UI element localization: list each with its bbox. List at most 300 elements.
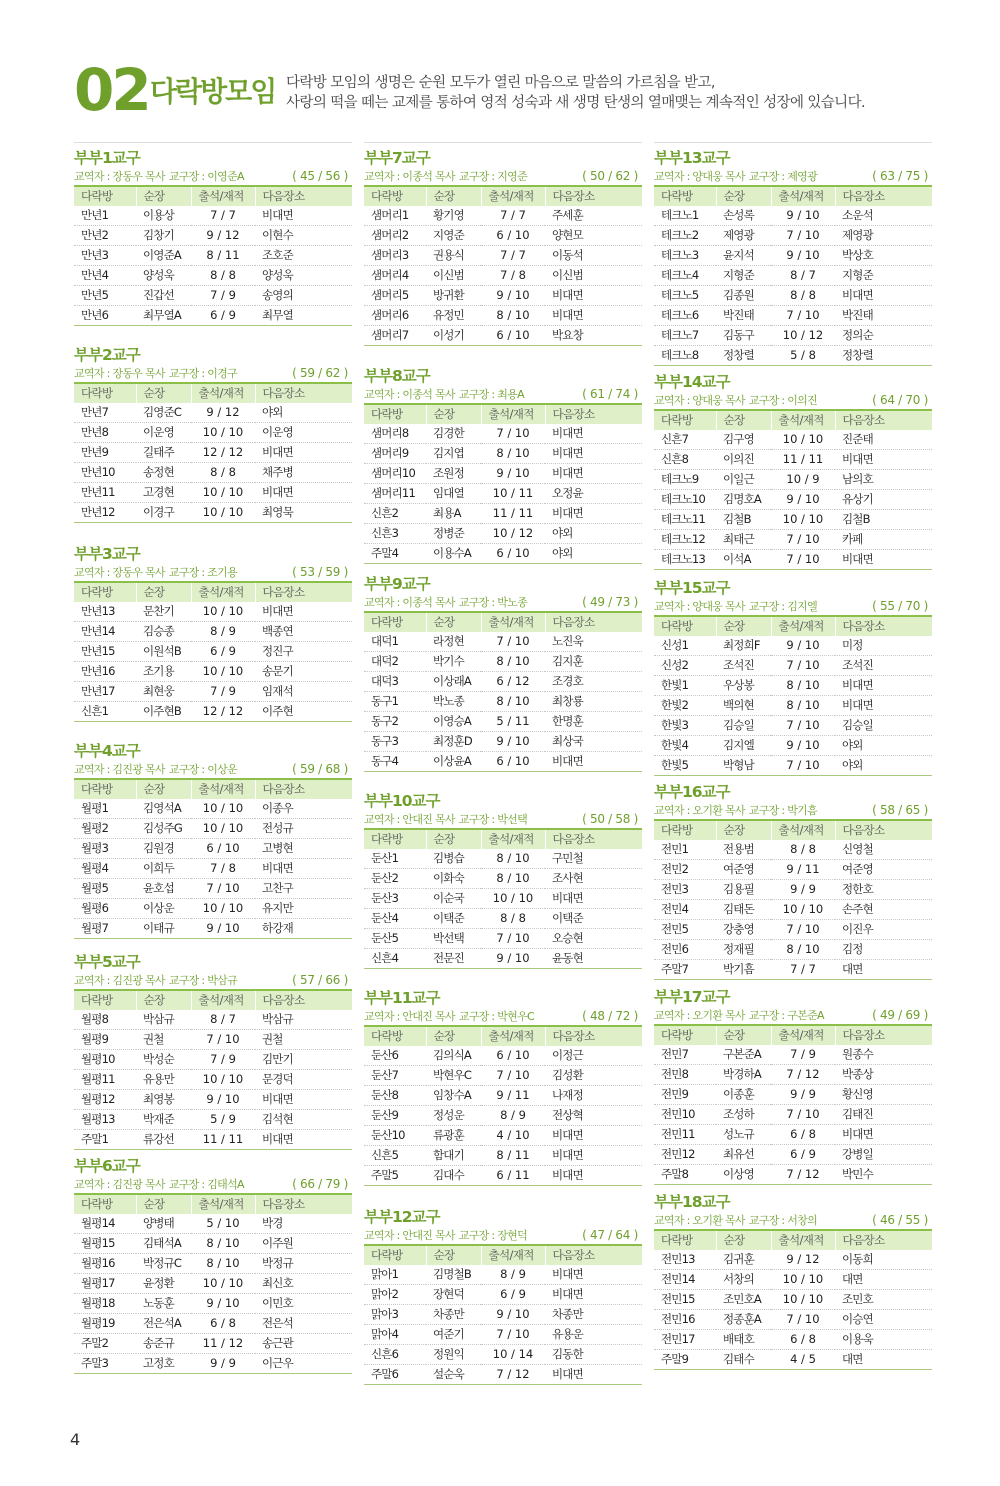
leader-cell: 유용만 [136, 1070, 191, 1090]
attendance-cell: 8 / 9 [481, 1106, 545, 1126]
leader-cell: 백의현 [716, 696, 771, 716]
parish-title: 부부17교구 [654, 988, 730, 1006]
leader-cell: 박삼규 [136, 1010, 191, 1030]
leader-name: 서창의 [787, 1214, 817, 1227]
header-room: 다락방 [654, 186, 716, 206]
room-cell: 월평9 [74, 1030, 136, 1050]
room-cell: 한빛4 [654, 736, 716, 756]
attendance-cell: 7 / 10 [771, 656, 835, 676]
next-place-cell: 유용운 [545, 1325, 642, 1345]
leader-cell: 박노종 [426, 692, 481, 712]
leader-cell: 최영봉 [136, 1090, 191, 1110]
attendance-cell: 8 / 10 [481, 652, 545, 672]
parish-group [654, 782, 932, 980]
attendance-total: ( 46 / 55 ) [872, 1213, 928, 1227]
leader-cell: 박기수 [426, 652, 481, 672]
leader-cell: 성노규 [716, 1125, 771, 1145]
attendance-cell: 7 / 9 [771, 1045, 835, 1065]
table-row [74, 1030, 352, 1050]
header-next-place: 다음장소 [545, 829, 642, 849]
leader-name: 이상운 [207, 763, 237, 776]
next-place-cell: 박정규 [255, 1254, 352, 1274]
table-header-row [364, 612, 642, 632]
parish-title: 부부7교구 [364, 149, 430, 167]
attendance-table [654, 409, 932, 570]
table-row [74, 642, 352, 662]
next-place-cell: 미정 [835, 636, 932, 656]
header-attendance: 출석/재적 [191, 582, 255, 602]
attendance-total: ( 53 / 59 ) [292, 565, 348, 579]
header-leader: 순장 [136, 779, 191, 799]
header-attendance: 출석/재적 [191, 383, 255, 403]
room-cell: 샘머리6 [364, 306, 426, 326]
parish-title: 부부4교구 [74, 742, 140, 760]
parish-title: 부부15교구 [654, 579, 730, 597]
next-place-cell: 대면 [835, 1350, 932, 1370]
next-place-cell: 이승연 [835, 1310, 932, 1330]
attendance-cell: 6 / 8 [771, 1330, 835, 1350]
minister-name: 김진광 목사 [112, 763, 165, 776]
header-room: 다락방 [654, 616, 716, 636]
leader-cell: 유정민 [426, 306, 481, 326]
next-place-cell: 신영철 [835, 840, 932, 860]
leader-label: 교구장 : [168, 566, 208, 579]
leader-cell: 양병태 [136, 1214, 191, 1234]
minister-name: 안대진 목사 [402, 1010, 455, 1023]
parish-title: 부부5교구 [74, 953, 140, 971]
leader-cell: 김구영 [716, 430, 771, 450]
table-row [74, 919, 352, 939]
leader-cell: 김명철B [426, 1265, 481, 1285]
next-place-cell: 야외 [255, 403, 352, 423]
room-cell: 전민15 [654, 1290, 716, 1310]
leader-cell: 김동구 [716, 326, 771, 346]
leader-name: 장현덕 [497, 1229, 527, 1242]
table-row [654, 656, 932, 676]
table-row [74, 1254, 352, 1274]
leader-cell: 김성주G [136, 819, 191, 839]
room-cell: 둔산4 [364, 909, 426, 929]
table-row [74, 206, 352, 226]
attendance-cell: 7 / 10 [191, 879, 255, 899]
table-row [74, 682, 352, 702]
next-place-cell: 비대면 [545, 504, 642, 524]
header-leader: 순장 [426, 404, 481, 424]
next-place-cell: 비대면 [255, 206, 352, 226]
attendance-total: ( 61 / 74 ) [582, 387, 638, 401]
minister-name: 장동우 목사 [112, 566, 165, 579]
next-place-cell: 이동희 [835, 1250, 932, 1270]
table-row [364, 484, 642, 504]
next-place-cell: 김지훈 [545, 652, 642, 672]
leader-cell: 김태수 [716, 1350, 771, 1370]
table-row [654, 880, 932, 900]
leader-cell: 조기용 [136, 662, 191, 682]
room-cell: 전민7 [654, 1045, 716, 1065]
attendance-cell: 7 / 10 [771, 530, 835, 550]
attendance-total: ( 66 / 79 ) [292, 1177, 348, 1191]
leader-label: 교구장 : [458, 170, 498, 183]
next-place-cell: 김성환 [545, 1066, 642, 1086]
table-row [654, 346, 932, 366]
attendance-table [74, 778, 352, 939]
table-row [74, 702, 352, 722]
room-cell: 월평1 [74, 799, 136, 819]
header-next-place: 다음장소 [255, 990, 352, 1010]
leader-cell: 박진태 [716, 306, 771, 326]
attendance-cell: 10 / 10 [191, 483, 255, 503]
header-attendance: 출석/재적 [191, 186, 255, 206]
leader-cell: 지형준 [716, 266, 771, 286]
header-leader: 순장 [426, 1245, 481, 1265]
leader-name: 최용A [497, 388, 524, 401]
next-place-cell: 손주현 [835, 900, 932, 920]
leader-cell: 정원익 [426, 1345, 481, 1365]
attendance-table [364, 185, 642, 346]
parish-title: 부부14교구 [654, 373, 730, 391]
table-row [654, 1165, 932, 1185]
leader-cell: 박기흠 [716, 960, 771, 980]
minister-name: 이종석 목사 [402, 596, 455, 609]
attendance-cell: 11 / 11 [191, 1130, 255, 1150]
header-attendance: 출석/재적 [481, 612, 545, 632]
next-place-cell: 정창렬 [835, 346, 932, 366]
attendance-cell: 9 / 10 [481, 732, 545, 752]
table-row [364, 1365, 642, 1385]
minister-label: 교역자 : [364, 1229, 403, 1242]
leader-label: 교구장 : [168, 367, 208, 380]
room-cell: 테크노4 [654, 266, 716, 286]
table-row [654, 1125, 932, 1145]
attendance-cell: 10 / 10 [191, 899, 255, 919]
leader-cell: 문찬기 [136, 602, 191, 622]
table-row [364, 692, 642, 712]
next-place-cell: 박민수 [835, 1165, 932, 1185]
attendance-cell: 10 / 10 [771, 510, 835, 530]
attendance-table [654, 1024, 932, 1185]
table-row [654, 676, 932, 696]
header-room: 다락방 [364, 829, 426, 849]
room-cell: 전민16 [654, 1310, 716, 1330]
next-place-cell: 이주현 [255, 702, 352, 722]
attendance-cell: 9 / 9 [771, 880, 835, 900]
attendance-total: ( 48 / 72 ) [582, 1009, 638, 1023]
room-cell: 월평6 [74, 899, 136, 919]
next-place-cell: 이현수 [255, 226, 352, 246]
next-place-cell: 김정 [835, 940, 932, 960]
attendance-cell: 6 / 8 [191, 1314, 255, 1334]
attendance-cell: 9 / 12 [191, 226, 255, 246]
next-place-cell: 최영묵 [255, 503, 352, 523]
room-cell: 테크노9 [654, 470, 716, 490]
table-row [654, 286, 932, 306]
attendance-cell: 7 / 8 [191, 859, 255, 879]
next-place-cell: 백종연 [255, 622, 352, 642]
attendance-cell: 8 / 8 [771, 286, 835, 306]
header-next-place: 다음장소 [835, 1230, 932, 1250]
minister-label: 교역자 : [364, 170, 403, 183]
attendance-cell: 9 / 10 [771, 206, 835, 226]
room-cell: 신성1 [654, 636, 716, 656]
header-attendance: 출석/재적 [771, 410, 835, 430]
next-place-cell: 비대면 [255, 1090, 352, 1110]
leader-cell: 정성운 [426, 1106, 481, 1126]
room-cell: 주말4 [364, 544, 426, 564]
header-room: 다락방 [654, 1230, 716, 1250]
attendance-cell: 5 / 11 [481, 712, 545, 732]
room-cell: 월평8 [74, 1010, 136, 1030]
room-cell: 만년15 [74, 642, 136, 662]
room-cell: 전민5 [654, 920, 716, 940]
attendance-cell: 8 / 10 [771, 696, 835, 716]
header-leader: 순장 [716, 1025, 771, 1045]
next-place-cell: 비대면 [545, 444, 642, 464]
attendance-cell: 6 / 9 [771, 1145, 835, 1165]
attendance-cell: 7 / 8 [481, 266, 545, 286]
attendance-total: ( 59 / 68 ) [292, 762, 348, 776]
room-cell: 맑아4 [364, 1325, 426, 1345]
room-cell: 전민11 [654, 1125, 716, 1145]
leader-cell: 최유선 [716, 1145, 771, 1165]
table-row [364, 1046, 642, 1066]
header-leader: 순장 [426, 1026, 481, 1046]
room-cell: 전민3 [654, 880, 716, 900]
next-place-cell: 하강재 [255, 919, 352, 939]
minister-name: 양대웅 목사 [692, 600, 745, 613]
leader-cell: 이종훈 [716, 1085, 771, 1105]
table-row [74, 1110, 352, 1130]
leader-cell: 김의식A [426, 1046, 481, 1066]
attendance-cell: 10 / 10 [191, 819, 255, 839]
header-next-place: 다음장소 [255, 1194, 352, 1214]
minister-label: 교역자 : [74, 1178, 113, 1191]
table-row [654, 430, 932, 450]
section-header [74, 56, 934, 124]
leader-cell: 노동훈 [136, 1294, 191, 1314]
attendance-cell: 11 / 11 [771, 450, 835, 470]
table-row [74, 1234, 352, 1254]
next-place-cell: 비대면 [545, 464, 642, 484]
attendance-total: ( 49 / 69 ) [872, 1008, 928, 1022]
leader-cell: 이석A [716, 550, 771, 570]
table-row [74, 1274, 352, 1294]
table-row [654, 1290, 932, 1310]
next-place-cell: 고병현 [255, 839, 352, 859]
table-header-row [74, 1194, 352, 1214]
table-row [654, 530, 932, 550]
header-attendance: 출석/재적 [481, 829, 545, 849]
next-place-cell: 이신범 [545, 266, 642, 286]
room-cell: 신성2 [654, 656, 716, 676]
leader-cell: 이주현B [136, 702, 191, 722]
header-leader: 순장 [716, 410, 771, 430]
leader-cell: 이의진 [716, 450, 771, 470]
leader-cell: 김태석A [136, 1234, 191, 1254]
leader-label: 교구장 : [458, 1010, 498, 1023]
parish-staff [74, 972, 352, 989]
room-cell: 전민4 [654, 900, 716, 920]
table-row [654, 960, 932, 980]
attendance-cell: 8 / 8 [771, 840, 835, 860]
table-header-row [654, 616, 932, 636]
header-leader: 순장 [136, 383, 191, 403]
minister-name: 오기환 목사 [692, 804, 745, 817]
leader-name: 이영준A [207, 170, 244, 183]
attendance-cell: 10 / 14 [481, 1345, 545, 1365]
header-leader: 순장 [136, 186, 191, 206]
next-place-cell: 이동석 [545, 246, 642, 266]
minister-label: 교역자 : [74, 763, 113, 776]
leader-cell: 권용식 [426, 246, 481, 266]
room-cell: 신흔8 [654, 450, 716, 470]
parish-group [364, 1207, 642, 1385]
attendance-table [364, 1244, 642, 1385]
leader-cell: 정종훈A [716, 1310, 771, 1330]
table-row [364, 1325, 642, 1345]
leader-cell: 차종만 [426, 1305, 481, 1325]
table-row [74, 839, 352, 859]
leader-cell: 이용상 [136, 206, 191, 226]
room-cell: 전민17 [654, 1330, 716, 1350]
next-place-cell: 이운영 [255, 423, 352, 443]
room-cell: 둔산2 [364, 869, 426, 889]
attendance-cell: 7 / 10 [771, 1105, 835, 1125]
table-row [364, 1345, 642, 1365]
room-cell: 만년7 [74, 403, 136, 423]
leader-cell: 라정현 [426, 632, 481, 652]
leader-cell: 고경현 [136, 483, 191, 503]
room-cell: 월평10 [74, 1050, 136, 1070]
room-cell: 월평12 [74, 1090, 136, 1110]
leader-cell: 구본준A [716, 1045, 771, 1065]
room-cell: 테크노12 [654, 530, 716, 550]
parish-staff [654, 1212, 932, 1229]
leader-label: 교구장 : [458, 813, 498, 826]
table-row [654, 1045, 932, 1065]
table-row [74, 1314, 352, 1334]
next-place-cell: 윤동현 [545, 949, 642, 969]
parish-staff [364, 594, 642, 611]
attendance-cell: 6 / 9 [481, 1285, 545, 1305]
table-row [364, 206, 642, 226]
leader-cell: 조원정 [426, 464, 481, 484]
next-place-cell: 비대면 [545, 889, 642, 909]
section-description [286, 73, 865, 113]
parish-title: 부부16교구 [654, 783, 730, 801]
attendance-cell: 8 / 9 [481, 1265, 545, 1285]
next-place-cell: 고찬구 [255, 879, 352, 899]
leader-cell: 김창기 [136, 226, 191, 246]
leader-cell: 정병준 [426, 524, 481, 544]
table-header-row [74, 582, 352, 602]
table-header-row [364, 1026, 642, 1046]
next-place-cell: 이진우 [835, 920, 932, 940]
next-place-cell: 김태진 [835, 1105, 932, 1125]
table-row [654, 756, 932, 776]
room-cell: 맑아2 [364, 1285, 426, 1305]
room-cell: 한빛3 [654, 716, 716, 736]
table-row [74, 403, 352, 423]
attendance-cell: 10 / 11 [481, 484, 545, 504]
header-room: 다락방 [74, 779, 136, 799]
parish-title: 부부12교구 [364, 1208, 440, 1226]
section-number: 02 [74, 56, 149, 124]
leader-cell: 최정훈D [426, 732, 481, 752]
next-place-cell: 전은석 [255, 1314, 352, 1334]
table-row [74, 286, 352, 306]
leader-cell: 윤호섭 [136, 879, 191, 899]
attendance-table [74, 382, 352, 523]
attendance-table [654, 819, 932, 980]
header-leader: 순장 [426, 612, 481, 632]
attendance-cell: 8 / 10 [771, 676, 835, 696]
table-row [654, 900, 932, 920]
table-row [654, 840, 932, 860]
leader-name: 박노종 [497, 596, 527, 609]
minister-label: 교역자 : [74, 566, 113, 579]
next-place-cell: 유지만 [255, 899, 352, 919]
table-row [74, 503, 352, 523]
room-cell: 신흔2 [364, 504, 426, 524]
leader-cell: 이운영 [136, 423, 191, 443]
next-place-cell: 차종만 [545, 1305, 642, 1325]
next-place-cell: 임재석 [255, 682, 352, 702]
next-place-cell: 비대면 [545, 1126, 642, 1146]
minister-label: 교역자 : [654, 394, 693, 407]
attendance-cell: 8 / 8 [191, 463, 255, 483]
table-row [74, 662, 352, 682]
attendance-cell: 9 / 9 [191, 1354, 255, 1374]
parish-staff [654, 802, 932, 819]
attendance-cell: 6 / 8 [771, 1125, 835, 1145]
header-next-place: 다음장소 [545, 612, 642, 632]
table-header-row [74, 779, 352, 799]
next-place-cell: 이주원 [255, 1234, 352, 1254]
leader-cell: 김영석A [136, 799, 191, 819]
header-attendance: 출석/재적 [771, 1025, 835, 1045]
room-cell: 테크노1 [654, 206, 716, 226]
attendance-cell: 10 / 10 [191, 1274, 255, 1294]
room-cell: 테크노5 [654, 286, 716, 306]
table-header-row [364, 186, 642, 206]
parish-title: 부부3교구 [74, 545, 140, 563]
attendance-cell: 9 / 10 [771, 636, 835, 656]
room-cell: 테크노7 [654, 326, 716, 346]
room-cell: 맑아3 [364, 1305, 426, 1325]
attendance-total: ( 59 / 62 ) [292, 366, 348, 380]
room-cell: 샘머리10 [364, 464, 426, 484]
next-place-cell: 비대면 [255, 483, 352, 503]
table-row [364, 1126, 642, 1146]
attendance-cell: 9 / 12 [771, 1250, 835, 1270]
minister-label: 교역자 : [654, 1214, 693, 1227]
header-next-place: 다음장소 [835, 820, 932, 840]
table-row [364, 424, 642, 444]
next-place-cell: 비대면 [255, 602, 352, 622]
leader-cell: 이순국 [426, 889, 481, 909]
leader-name: 박선택 [497, 813, 527, 826]
room-cell: 테크노2 [654, 226, 716, 246]
next-place-cell: 대면 [835, 1270, 932, 1290]
table-row [74, 423, 352, 443]
attendance-cell: 10 / 10 [191, 1070, 255, 1090]
leader-cell: 권철 [136, 1030, 191, 1050]
header-leader: 순장 [716, 1230, 771, 1250]
table-row [654, 1350, 932, 1370]
parish-staff [74, 761, 352, 778]
next-place-cell: 비대면 [835, 450, 932, 470]
table-row [364, 732, 642, 752]
